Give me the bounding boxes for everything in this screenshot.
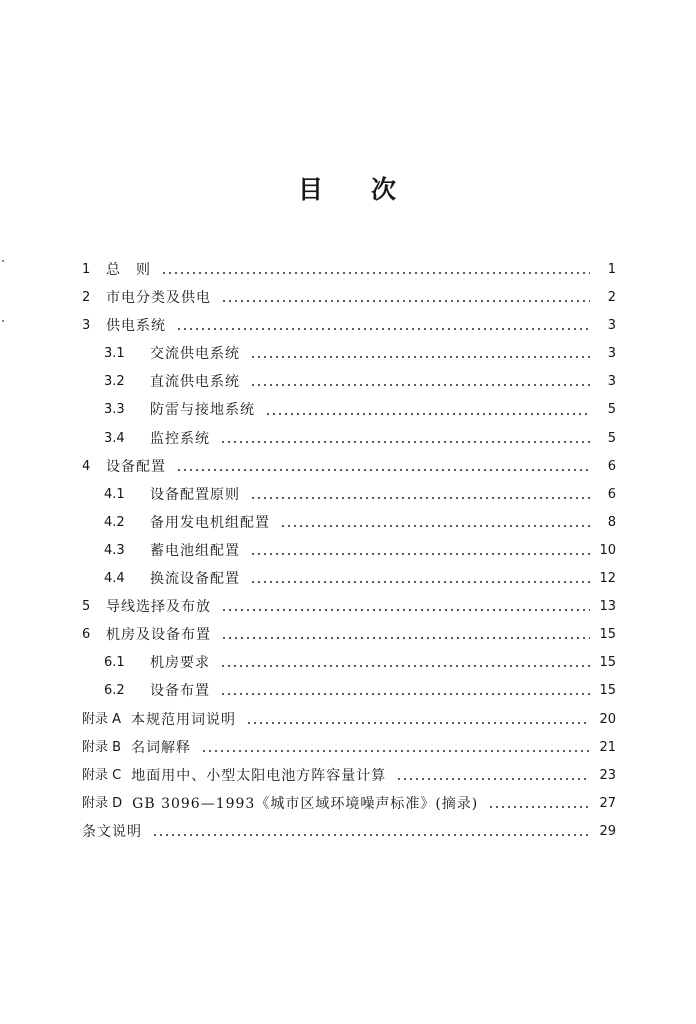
toc-entry-number: 2: [82, 290, 91, 306]
toc-entry-label: 交流供电系统: [150, 346, 240, 363]
toc-entry-number: 附录 D: [82, 795, 123, 811]
toc-entry-label: 备用发电机组配置: [150, 514, 270, 531]
scan-mark: [2, 260, 4, 262]
toc-entry-page: 13: [599, 599, 616, 615]
table-of-contents: [82, 256, 616, 846]
toc-entry: [82, 762, 616, 790]
toc-entry-page: 29: [599, 823, 616, 839]
toc-entry: [82, 818, 616, 846]
toc-dot-leader: [176, 469, 590, 471]
toc-entry: [82, 537, 616, 565]
toc-entry-label: 本规范用词说明: [131, 711, 237, 728]
toc-dot-leader: [488, 806, 590, 808]
toc-entry-label: 机房及设备布置: [106, 627, 211, 644]
toc-entry-page: 12: [599, 571, 616, 587]
toc-dot-leader: [246, 722, 590, 724]
toc-entry-number: 6.2: [104, 683, 125, 699]
title-char-2: 次: [371, 175, 399, 204]
toc-entry-label: 设备配置: [106, 458, 166, 475]
toc-dot-leader: [250, 553, 590, 555]
page-title: [0, 170, 696, 206]
toc-dot-leader: [265, 413, 590, 415]
toc-dot-leader: [250, 356, 590, 358]
toc-entry-page: 21: [599, 739, 616, 755]
toc-entry-page: 6: [607, 458, 616, 474]
toc-entry-label: 市电分类及供电: [106, 290, 211, 307]
toc-entry-number: 5: [82, 599, 91, 615]
toc-entry-label: 防雷与接地系统: [150, 402, 255, 419]
toc-entry: [82, 621, 616, 649]
toc-entry: [82, 677, 616, 705]
toc-entry-page: 8: [607, 514, 616, 530]
toc-entry-number: 3.1: [104, 346, 125, 362]
toc-entry-page: 15: [599, 655, 616, 671]
toc-dot-leader: [250, 581, 590, 583]
toc-entry: [82, 284, 616, 312]
toc-entry-label: 设备配置原则: [150, 486, 240, 503]
toc-entry: [82, 706, 616, 734]
toc-entry: [82, 649, 616, 677]
toc-entry-page: 5: [607, 430, 616, 446]
toc-entry-label: 直流供电系统: [150, 374, 240, 391]
toc-entry: [82, 425, 616, 453]
toc-entry-number: 附录 A: [82, 711, 122, 727]
toc-entry-page: 15: [599, 683, 616, 699]
toc-entry-label: 地面用中、小型太阳电池方阵容量计算: [131, 767, 387, 784]
toc-entry: [82, 256, 616, 284]
toc-entry-label: GB 3096—1993《城市区域环境噪声标准》(摘录): [132, 795, 479, 812]
toc-dot-leader: [221, 609, 590, 611]
toc-dot-leader: [161, 272, 590, 274]
toc-entry-number: 4: [82, 458, 91, 474]
toc-dot-leader: [280, 525, 590, 527]
toc-entry-page: 27: [599, 795, 616, 811]
toc-entry-label: 供电系统: [106, 318, 166, 335]
toc-entry-number: 3.2: [104, 374, 125, 390]
toc-dot-leader: [152, 834, 590, 836]
toc-entry: [82, 396, 616, 424]
toc-entry-page: 3: [607, 318, 616, 334]
toc-entry-page: 6: [607, 486, 616, 502]
toc-entry: [82, 481, 616, 509]
toc-entry-label: 条文说明: [82, 823, 142, 840]
toc-entry-number: 附录 C: [82, 767, 122, 783]
toc-entry: [82, 593, 616, 621]
toc-entry: [82, 312, 616, 340]
toc-entry-page: 20: [599, 711, 616, 727]
toc-entry-number: 6: [82, 627, 91, 643]
toc-entry-number: 6.1: [104, 655, 125, 671]
toc-entry-number: 4.3: [104, 542, 125, 558]
toc-entry-page: 3: [607, 374, 616, 390]
toc-entry-page: 23: [599, 767, 616, 783]
toc-dot-leader: [220, 441, 590, 443]
toc-dot-leader: [220, 693, 590, 695]
toc-entry: [82, 509, 616, 537]
toc-entry: [82, 734, 616, 762]
toc-entry-number: 3.3: [104, 402, 125, 418]
toc-dot-leader: [221, 300, 590, 302]
toc-dot-leader: [176, 328, 590, 330]
toc-dot-leader: [396, 778, 590, 780]
toc-entry-label: 总 则: [106, 262, 151, 278]
toc-dot-leader: [221, 637, 590, 639]
toc-entry-number: 4.2: [104, 514, 125, 530]
title-char-1: 目: [297, 175, 325, 204]
toc-entry-page: 10: [599, 542, 616, 558]
toc-dot-leader: [250, 497, 590, 499]
toc-entry-label: 换流设备配置: [150, 571, 240, 588]
toc-entry-number: 3.4: [104, 430, 125, 446]
toc-entry: [82, 340, 616, 368]
toc-entry-page: 1: [607, 262, 616, 277]
toc-entry-label: 蓄电池组配置: [150, 542, 240, 559]
toc-entry-page: 2: [607, 290, 616, 306]
toc-entry-page: 5: [607, 402, 616, 418]
toc-entry: [82, 565, 616, 593]
toc-entry-number: 4.1: [104, 486, 125, 502]
toc-dot-leader: [201, 750, 590, 752]
toc-dot-leader: [250, 384, 590, 386]
toc-entry-page: 3: [607, 346, 616, 362]
toc-entry: [82, 790, 616, 818]
toc-entry-number: 1: [82, 262, 91, 277]
toc-entry-label: 导线选择及布放: [106, 599, 211, 616]
toc-entry-label: 机房要求: [150, 655, 210, 672]
toc-entry-label: 监控系统: [150, 430, 210, 447]
toc-entry: [82, 368, 616, 396]
toc-entry-number: 3: [82, 318, 91, 334]
scan-mark: [2, 320, 4, 322]
toc-dot-leader: [220, 665, 590, 667]
toc-entry-label: 设备布置: [150, 683, 210, 700]
toc-entry-number: 附录 B: [82, 739, 122, 755]
toc-entry-number: 4.4: [104, 571, 125, 587]
toc-entry-label: 名词解释: [131, 739, 192, 756]
toc-entry-page: 15: [599, 627, 616, 643]
toc-entry: [82, 453, 616, 481]
